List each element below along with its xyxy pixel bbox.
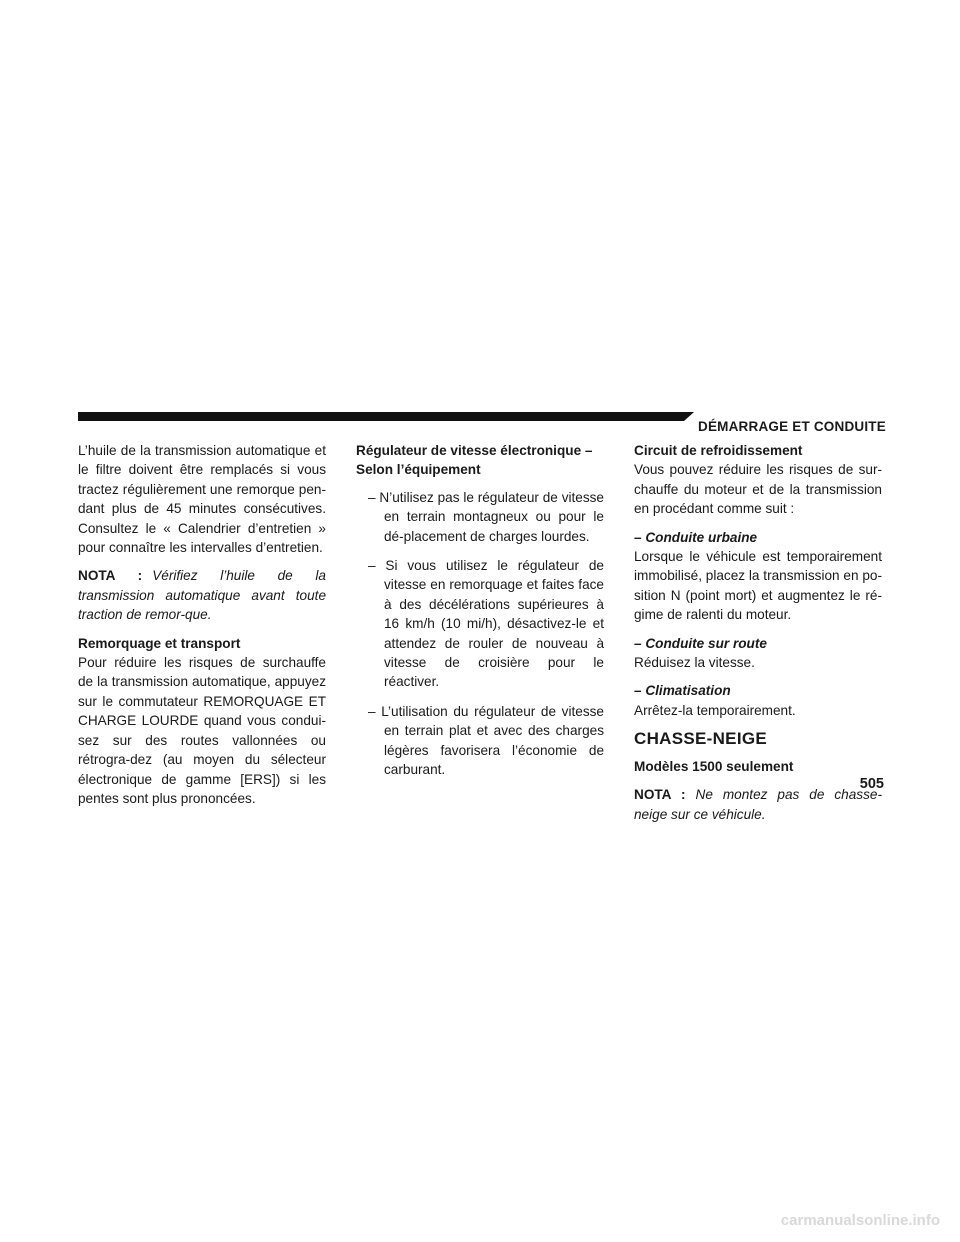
snowplow-heading: CHASSE-NEIGE: [634, 729, 768, 749]
nota-oil: [78, 566, 326, 624]
nota-label: NOTA :: [634, 787, 686, 803]
cruise-control-heading: [356, 441, 604, 480]
nota-label: NOTA :: [78, 568, 143, 584]
city-driving-heading: – Conduite urbaine: [634, 529, 758, 545]
cooling-heading: Circuit de refroidissement: [634, 443, 803, 458]
highway-driving-text: Réduisez la vitesse.: [634, 655, 755, 671]
list-item: – Si vous utilisez le régulateur de vitesse en remorquage et faites face à des décélérations supérieures à 16 km/h (10 mi/h), désactivez-le et attendez de rouler de nouveau à vitesse de croisière pour le réactiver.: [368, 558, 604, 690]
towing-heading: Remorquage et transport: [78, 635, 241, 651]
list-item: – L’utilisation du régulateur de vitesse en terrain plat et avec des charges légères favorisera l’économie de carburant.: [368, 703, 604, 778]
nota-text: Vérifiez l’huile de la transmission automatique avant toute traction de remor-que.: [78, 568, 326, 623]
section-title: DÉMARRAGE ET CONDUITE: [698, 419, 886, 434]
cruise-heading-line2: Selon l’équipement: [356, 462, 481, 478]
transmission-oil-paragraph: L’huile de la transmission automatique et le filtre doivent être remplacés si vous tractez régulièrement une remorque pen-dant plus de 45 minutes consécutives. Consultez le « Calendrier d’entretien » pour connaître les intervalles d’entretien.: [78, 443, 326, 556]
watermark: carmanualsonline.info: [780, 1212, 940, 1229]
air-conditioning-text: Arrêtez-la temporairement.: [634, 702, 796, 718]
list-item: – N’utilisez pas le régulateur de vitesse en terrain montagneux ou pour le dé-placement de charges lourdes.: [368, 489, 604, 544]
cruise-control-list: [356, 488, 604, 780]
nota-text: Ne montez pas de chasse-neige sur ce véhicule.: [634, 787, 882, 822]
column-left: [78, 441, 326, 817]
header-rule: [78, 412, 684, 421]
towing-paragraph: Pour réduire les risques de surchauffe de la transmission automatique, appuyez sur le commutateur REMORQUAGE ET CHARGE LOURDE quand vous condui-sez sur des routes vallonnées ou rétrogra-dez (au moyen du sélecteur électronique de gamme [ERS]) si les pentes sont plus prononcées.: [78, 655, 326, 806]
column-middle: [356, 441, 604, 790]
column-right: [634, 441, 882, 833]
highway-driving-heading: – Conduite sur route: [634, 635, 767, 651]
cruise-heading-line1: Régulateur de vitesse électronique –: [356, 443, 593, 458]
city-driving-text: Lorsque le véhicule est temporairement immobilisé, placez la transmission en po-sition N (point mort) et augmentez le ré-gime de ralenti du moteur.: [634, 549, 882, 623]
cooling-paragraph: Vous pouvez réduire les risques de sur-chauffe du moteur et de la transmission en procédant comme suit :: [634, 462, 882, 517]
models-subheading: Modèles 1500 seulement: [634, 758, 794, 774]
air-conditioning-heading: – Climatisation: [634, 683, 731, 699]
page-number: 505: [859, 776, 884, 792]
